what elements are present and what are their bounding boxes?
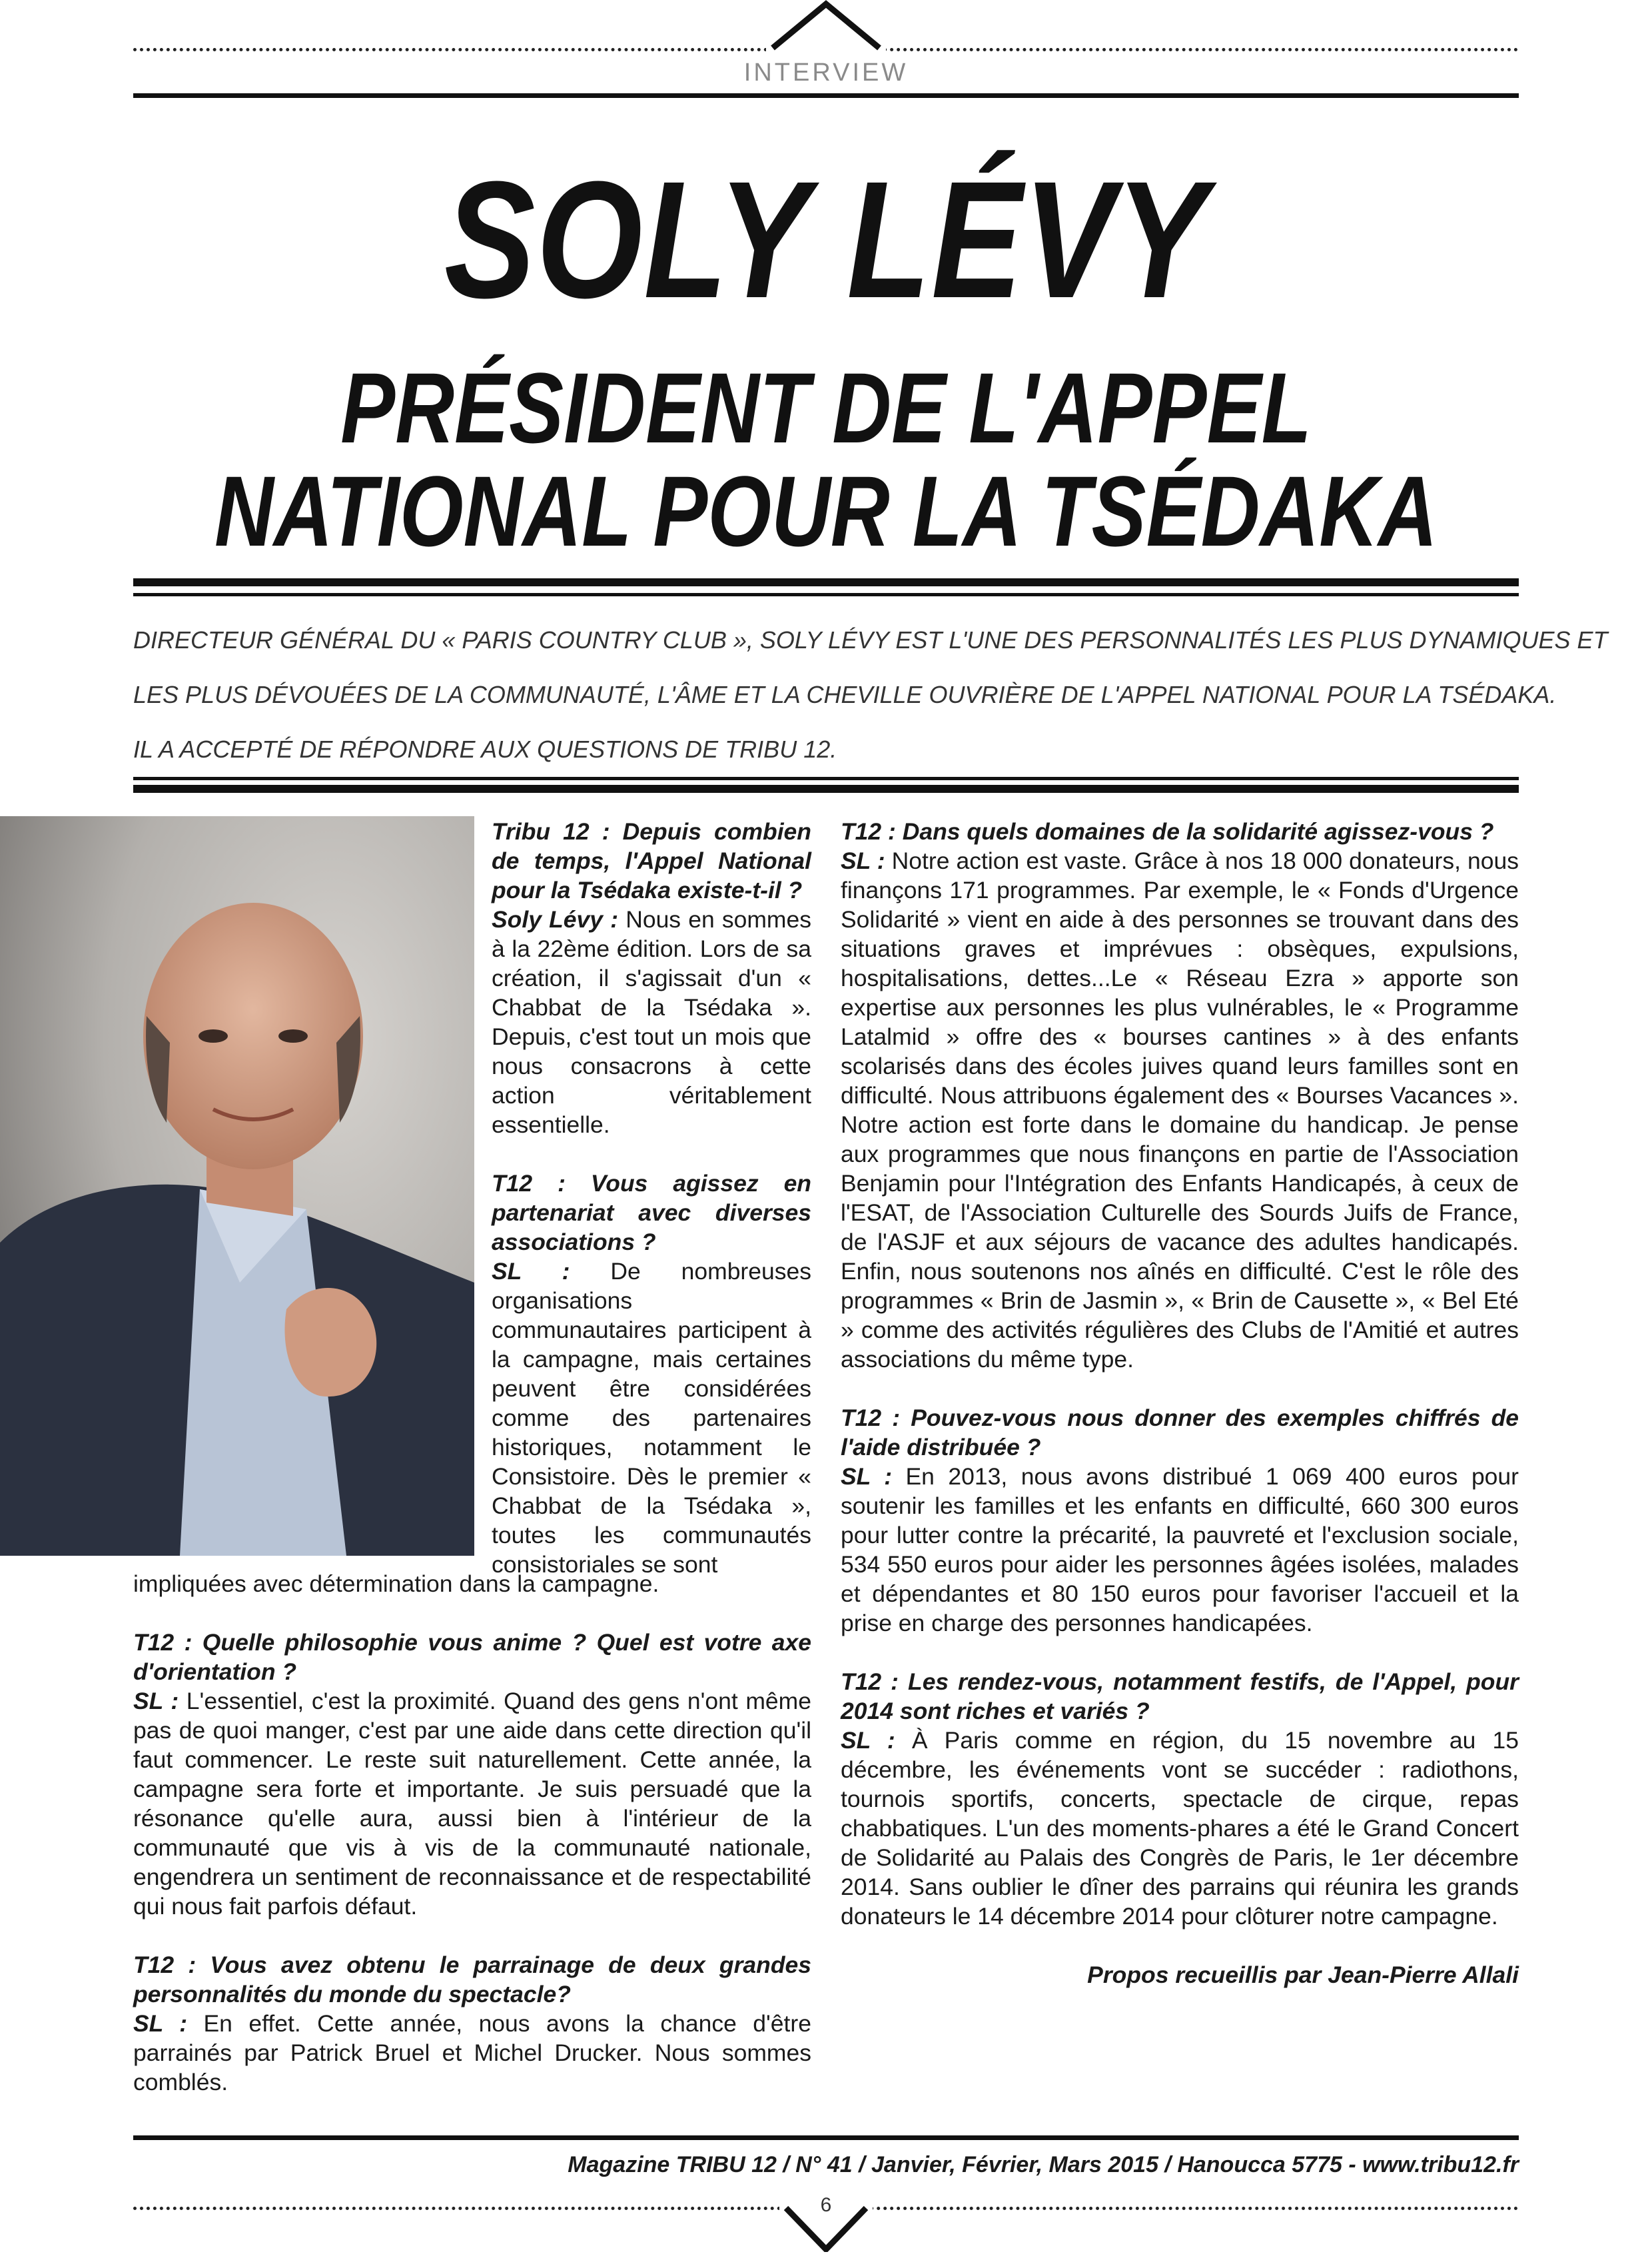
question-text: T12 : Vous agissez en partenariat avec diverses associations ? [492, 1170, 811, 1255]
intro-top-rule-thin [133, 593, 1519, 596]
portrait-photo [0, 816, 474, 1556]
qa-block [492, 817, 811, 1139]
question-text: T12 : Les rendez-vous, notamment festifs, de l'Appel, pour 2014 sont riches et variés ? [841, 1668, 1519, 1724]
qa-block [841, 1403, 1519, 1638]
section-label: INTERVIEW [743, 59, 909, 87]
answer-text: À Paris comme en région, du 15 novembre au 15 décembre, les événements vont se succéder : radiothons, tournois sportifs, concerts, spectacle de cirque, repas chabbatiques. L'un des moments-phares a été le Grand Concert de Solidarité au Palais des Congrès de Paris, le 1er décembre 2014. Sans oublier le dîner des parrains qui réunira les grands donateurs le 14 décembre 2014 pour clôturer notre campagne. [841, 1727, 1519, 1930]
answer-text: L'essentiel, c'est la proximité. Quand des gens n'ont même pas de quoi manger, c'est par une aide dans cette direction qu'il faut commencer. Le reste suit naturellement. Cette année, la campagne sera forte et importante. Je suis persuadé que la résonance qu'elle aura, aussi bien à l'intérieur de la communauté que vis à vis de la communauté nationale, engendrera un sentiment de reconnaissance et de respectabilité qui nous fait parfois défaut. [133, 1688, 811, 1920]
header-chevron-icon [766, 0, 886, 53]
answer-speaker: SL : [841, 1463, 893, 1490]
page-title: SOLY LÉVY [444, 147, 1208, 332]
qa-block [133, 1628, 811, 1921]
answer-speaker: SL : [133, 1688, 179, 1714]
intro-bottom-rule-thick [133, 785, 1519, 793]
answer-speaker: SL : [133, 2010, 188, 2037]
intro-paragraph [133, 613, 1608, 777]
article-column-b [841, 817, 1519, 1989]
qa-block [492, 1169, 811, 1579]
page-subtitle-line2: NATIONAL POUR LA TSÉDAKA [214, 455, 1438, 567]
qa-block [133, 1950, 811, 2097]
header-solid-rule [133, 93, 1519, 98]
intro-line: IL A ACCEPTÉ DE RÉPONDRE AUX QUESTIONS DE TRIBU 12. [133, 736, 837, 763]
intro-bottom-rule-thin [133, 777, 1519, 780]
article-column-a-top [492, 817, 811, 1608]
question-text: T12 : Vous avez obtenu le parrainage de deux grandes personnalités du monde du spectacle? [133, 1952, 811, 2007]
answer-speaker: SL : [841, 1727, 895, 1754]
answer-speaker: Soly Lévy : [492, 906, 619, 933]
answer-text: Notre action est vaste. Grâce à nos 18 000 donateurs, nous finançons 171 programmes. Par exemple, le « Fonds d'Urgence Solidarité » vient en aide à des personnes se trouvant dans des situations graves et imprévues : obsèques, expulsions, hospitalisations, dettes...Le « Réseau Ezra » apporte son expertise aux personnes les plus vulnérables, le « Programme Latalmid » offre des « bourses cantines » à des enfants scolarisés dans des écoles juives quand leurs familles sont en difficulté. Nous attribuons également des « Bourses Vacances ». Notre action est forte dans le domaine du handicap. Je pense aux programmes que nous finançons en partie de l'Association Benjamin pour l'Intégration des Enfants Handicapés, à ceux de l'ESAT, de l'Association Culturelle des Sourds Juifs de France, de l'ASJF et aux séjours de vacance des adultes handicapés. Enfin, nous soutenons nos aînés en difficulté. C'est le rôle des programmes « Brin de Jasmin », « Brin de Causette », « Bel Eté » comme des activités régulières des Clubs de l'Amitié et autres associations du même type. [841, 847, 1519, 1373]
page-number: 6 [820, 2194, 832, 2216]
question-text: T12 : Quelle philosophie vous anime ? Quel est votre axe d'orientation ? [133, 1629, 811, 1685]
answer-text: En effet. Cette année, nous avons la chance d'être parrainés par Patrick Bruel et Michel Drucker. Nous sommes comblés. [133, 2010, 811, 2095]
answer-speaker: SL : [492, 1258, 570, 1285]
intro-top-rule-thick [133, 578, 1519, 586]
answer-text: En 2013, nous avons distribué 1 069 400 euros pour soutenir les familles et les enfants en difficulté, 660 300 euros pour lutter contre la précarité, la pauvreté et l'exclusion sociale, 534 550 euros pour aider les personnes âgées isolées, malades et dépendantes et 80 150 euros pour favoriser l'accueil et la prise en charge des personnes handicapées. [841, 1463, 1519, 1636]
answer-text: De nombreuses organisations communautaires participent à la campagne, mais certaines peuvent être considérées comme des partenaires historiques, notamment le Consistoire. Dès le premier « Chabbat de la Tsédaka », toutes les communautés consistoriales se sont [492, 1258, 811, 1578]
qa-block [841, 1667, 1519, 1931]
question-text: Tribu 12 : Depuis combien de temps, l'Appel National pour la Tsédaka existe-t-il ? [492, 818, 811, 903]
article-column-a-bottom [133, 1569, 811, 2126]
question-text: T12 : Pouvez-vous nous donner des exemples chiffrés de l'aide distribuée ? [841, 1405, 1519, 1460]
answer-speaker: SL : [841, 847, 885, 874]
qa-block [841, 817, 1519, 1374]
author-signature: Propos recueillis par Jean-Pierre Allali [1087, 1962, 1519, 1988]
page-subtitle-line1: PRÉSIDENT DE L'APPEL [340, 352, 1312, 464]
footer-credit: Magazine TRIBU 12 / N° 41 / Janvier, Février, Mars 2015 / Hanoucca 5775 - www.tribu12.fr [568, 2152, 1519, 2177]
intro-line: LES PLUS DÉVOUÉES DE LA COMMUNAUTÉ, L'ÂME ET LA CHEVILLE OUVRIÈRE DE L'APPEL NATIONAL POUR LA TSÉDAKA. [133, 681, 1557, 708]
qa-block [133, 1569, 811, 1598]
intro-line: DIRECTEUR GÉNÉRAL DU « PARIS COUNTRY CLUB », SOLY LÉVY EST L'UNE DES PERSONNALITÉS LES PLUS DYNAMIQUES ET [133, 626, 1608, 654]
answer-text: impliquées avec détermination dans la campagne. [133, 1570, 659, 1597]
footer-solid-rule [133, 2135, 1519, 2140]
question-text: T12 : Dans quels domaines de la solidarité agissez-vous ? [841, 818, 1494, 845]
answer-text: Nous en sommes à la 22ème édition. Lors de sa création, il s'agissait d'un « Chabbat de la Tsédaka ». Depuis, c'est tout un mois que nous consacrons à cette action véritablement essentielle. [492, 906, 811, 1138]
